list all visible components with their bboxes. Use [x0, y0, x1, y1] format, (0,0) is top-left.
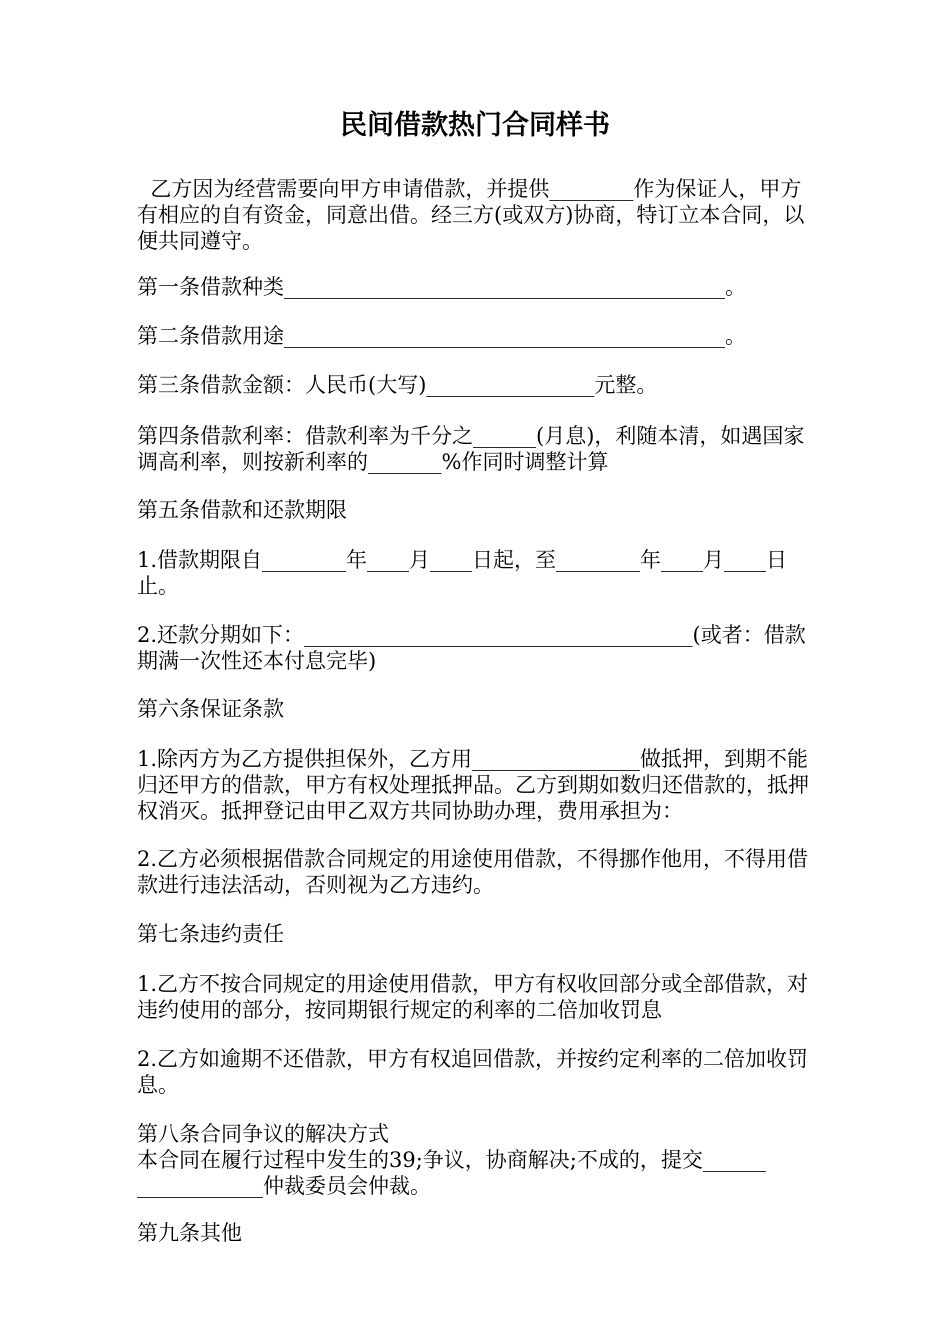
document-title: 民间借款热门合同样书: [340, 110, 610, 141]
intro-paragraph: 乙方因为经营需要向甲方申请借款，并提供________作为保证人，甲方有相应的自有资金，同意出借。经三方(或双方)协商，特订立本合同，以便共同遵守。: [137, 177, 805, 253]
article-1-loan-type: 第一条借款种类__________________________________________。: [137, 275, 746, 299]
article-2-loan-purpose: 第二条借款用途__________________________________________。: [137, 324, 746, 348]
article-7-heading: 第七条违约责任: [137, 922, 284, 946]
article-5-heading: 第五条借款和还款期限: [137, 498, 347, 522]
article-7-item-1: 1.乙方不按合同规定的用途使用借款，甲方有权收回部分或全部借款，对违约使用的部分，按同期银行规定的利率的二倍加收罚息: [137, 972, 809, 1022]
article-9-heading: 第九条其他: [137, 1221, 242, 1245]
article-3-loan-amount: 第三条借款金额：人民币(大写)________________元整。: [137, 373, 658, 397]
article-7-item-2: 2.乙方如逾期不还借款，甲方有权追回借款，并按约定利率的二倍加收罚息。: [137, 1047, 809, 1097]
article-6-heading: 第六条保证条款: [137, 697, 284, 721]
article-5-item-2: 2.还款分期如下：_____________________________________(或者：借款期满一次性还本付息完毕): [137, 623, 806, 673]
article-8-dispute-resolution: 第八条合同争议的解决方式 本合同在履行过程中发生的39;争议，协商解决;不成的，提交______ ____________仲裁委员会仲裁。: [137, 1122, 766, 1198]
article-4-interest-rate: 第四条借款利率：借款利率为千分之______(月息)，利随本清，如遇国家调高利率，则按新利率的_______%作同时调整计算: [137, 424, 805, 474]
article-6-item-1: 1.除丙方为乙方提供担保外，乙方用________________做抵押，到期不能归还甲方的借款，甲方有权处理抵押品。乙方到期如数归还借款的，抵押权消灭。抵押登记由甲乙双方共同协助办理，费用承担为：: [137, 747, 809, 823]
article-5-item-1: 1.借款期限自________年____月____日起，至________年____月____日止。: [137, 548, 788, 598]
article-6-item-2: 2.乙方必须根据借款合同规定的用途使用借款，不得挪作他用，不得用借款进行违法活动，否则视为乙方违约。: [137, 847, 809, 897]
